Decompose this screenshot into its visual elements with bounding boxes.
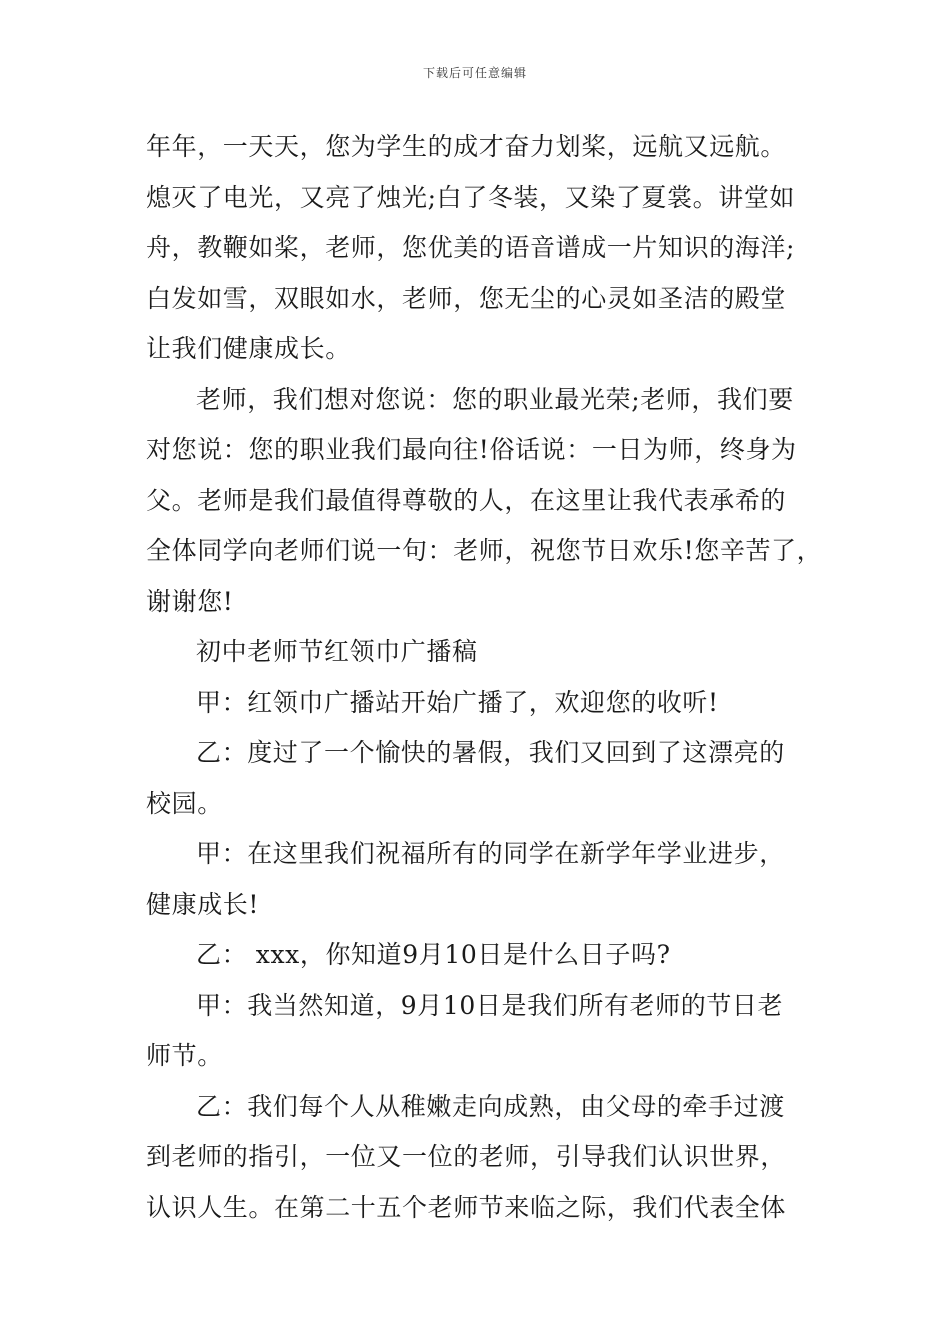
text-line: 舟，教鞭如桨，老师，您优美的语音谱成一片知识的海洋; bbox=[146, 233, 796, 262]
paragraph-start: 甲：在这里我们祝福所有的同学在新学年学业进步， bbox=[196, 839, 785, 868]
text-line: 年年，一天天，您为学生的成才奋力划桨，远航又远航。 bbox=[146, 132, 787, 161]
paragraph-start: 甲：红领巾广播站开始广播了，欢迎您的收听! bbox=[196, 687, 719, 717]
page-header: 下载后可任意编辑 bbox=[422, 66, 527, 80]
text-line: 对您说：您的职业我们最向往!俗话说：一日为师，终身为 bbox=[146, 435, 797, 464]
section-title: 初中老师节红领巾广播稿 bbox=[196, 637, 478, 666]
paragraph-start: 乙： xxx，你知道9月10日是什么日子吗? bbox=[196, 940, 671, 969]
text-line: 校园。 bbox=[146, 788, 223, 818]
paragraph-start: 乙：度过了一个愉快的暑假，我们又回到了这漂亮的 bbox=[196, 738, 785, 767]
paragraph-start: 老师，我们想对您说：您的职业最光荣;老师，我们要 bbox=[196, 384, 794, 414]
paragraph-start: 甲：我当然知道，9月10日是我们所有老师的节日老 bbox=[196, 990, 784, 1020]
text-line: 健康成长! bbox=[146, 889, 260, 919]
text-line: 到老师的指引，一位又一位的老师，引导我们认识世界， bbox=[146, 1142, 787, 1171]
text-line: 谢谢您! bbox=[146, 586, 234, 616]
text-line: 全体同学向老师们说一句：老师，祝您节日欢乐!您辛苦了， bbox=[146, 536, 823, 565]
text-line: 让我们健康成长。 bbox=[146, 334, 351, 363]
text-line: 白发如雪，双眼如水，老师，您无尘的心灵如圣洁的殿堂 bbox=[146, 283, 787, 313]
text-line: 父。老师是我们最值得尊敬的人，在这里让我代表承希的 bbox=[146, 485, 787, 515]
text-line: 师节。 bbox=[146, 1041, 223, 1070]
document-body bbox=[146, 122, 823, 1233]
text-line: 认识人生。在第二十五个老师节来临之际，我们代表全体 bbox=[146, 1192, 787, 1222]
paragraph-start: 乙：我们每个人从稚嫩走向成熟，由父母的牵手过渡 bbox=[196, 1091, 785, 1121]
text-line: 熄灭了电光，又亮了烛光;白了冬装，又染了夏裳。讲堂如 bbox=[146, 182, 796, 212]
